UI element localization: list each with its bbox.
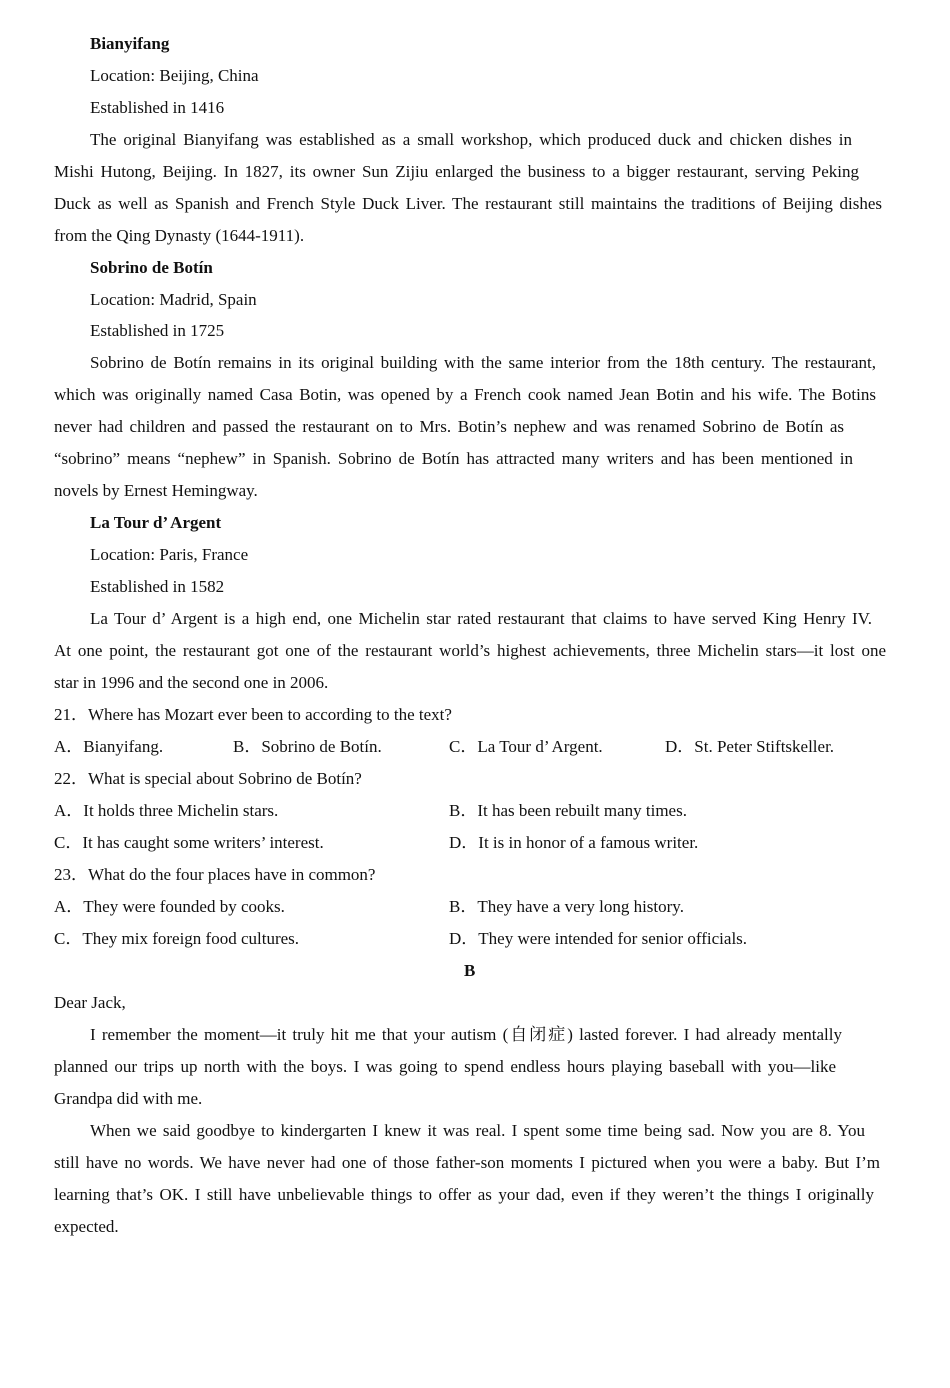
section-established: Established in 1582: [90, 577, 225, 596]
paragraph-line: Duck as well as Spanish and French Style Duck Liver. The restaurant still maintains the traditions of Beijing dishes: [54, 194, 882, 213]
paragraph-line: The original Bianyifang was established as a small workshop, which produced duck and chicken dishes in: [90, 130, 852, 149]
answer-option-a[interactable]: A．It holds three Michelin stars.: [54, 801, 279, 820]
question-stem: 23．What do the four places have in common?: [54, 865, 376, 884]
section-established: Established in 1416: [90, 98, 225, 117]
answer-option-d[interactable]: D．St. Peter Stiftskeller.: [665, 737, 835, 756]
answer-option-b[interactable]: B．It has been rebuilt many times.: [449, 801, 687, 820]
answer-option-b[interactable]: B．Sobrino de Botín.: [233, 737, 382, 756]
paragraph-line: I remember the moment—it truly hit me that your autism (自闭症) lasted forever. I had already mentally: [90, 1025, 842, 1044]
question-stem: 22．What is special about Sobrino de Botín?: [54, 769, 362, 788]
section-heading-b: B: [464, 961, 476, 980]
paragraph-line: When we said goodbye to kindergarten I knew it was real. I spent some time being sad. Now you are 8. You: [90, 1121, 865, 1140]
section-location: Location: Paris, France: [90, 545, 249, 564]
paragraph-line: expected.: [54, 1217, 119, 1236]
paragraph-line: Mishi Hutong, Beijing. In 1827, its owner Sun Zijiu enlarged the business to a bigger restaurant, serving Peking: [54, 162, 859, 181]
answer-option-d[interactable]: D．They were intended for senior officials.: [449, 929, 748, 948]
paragraph-line: learning that’s OK. I still have unbelievable things to offer as your dad, even if they weren’t the things I originally: [54, 1185, 874, 1204]
section-established: Established in 1725: [90, 321, 225, 340]
paragraph-line: which was originally named Casa Botin, was opened by a French cook named Jean Botin and his wife. The Botins: [54, 385, 876, 404]
paragraph-line: “sobrino” means “nephew” in Spanish. Sobrino de Botín has attracted many writers and has been mentioned in: [54, 449, 853, 468]
paragraph-line: La Tour d’ Argent is a high end, one Michelin star rated restaurant that claims to have served King Henry IV.: [90, 609, 872, 628]
paragraph-line: still have no words. We have never had one of those father-son moments I pictured when you were a baby. But I’m: [54, 1153, 880, 1172]
answer-option-c[interactable]: C．They mix foreign food cultures.: [54, 929, 300, 948]
answer-option-a[interactable]: A．Bianyifang.: [54, 737, 164, 756]
section-title-bianyifang: Bianyifang: [90, 34, 170, 53]
answer-option-b[interactable]: B．They have a very long history.: [449, 897, 684, 916]
section-title-sobrino: Sobrino de Botín: [90, 258, 213, 277]
paragraph-line: planned our trips up north with the boys. I was going to spend endless hours playing baseball with you—like: [54, 1057, 836, 1076]
answer-option-a[interactable]: A．They were founded by cooks.: [54, 897, 285, 916]
paragraph-line: from the Qing Dynasty (1644-1911).: [54, 226, 305, 245]
paragraph-line: star in 1996 and the second one in 2006.: [54, 673, 329, 692]
question-stem: 21．Where has Mozart ever been to according to the text?: [54, 705, 452, 724]
paragraph-line: Sobrino de Botín remains in its original building with the same interior from the 18th century. The restaurant,: [90, 353, 876, 372]
letter-salutation: Dear Jack,: [54, 993, 126, 1012]
answer-option-c[interactable]: C．La Tour d’ Argent.: [449, 737, 603, 756]
paragraph-line: At one point, the restaurant got one of the restaurant world’s highest achievements, three Michelin stars—it lost one: [54, 641, 886, 660]
paragraph-line: Grandpa did with me.: [54, 1089, 203, 1108]
answer-option-c[interactable]: C．It has caught some writers’ interest.: [54, 833, 324, 852]
section-title-la-tour: La Tour d’ Argent: [90, 513, 222, 532]
answer-option-d[interactable]: D．It is in honor of a famous writer.: [449, 833, 699, 852]
section-location: Location: Beijing, China: [90, 66, 259, 85]
paragraph-line: never had children and passed the restaurant on to Mrs. Botin’s nephew and was renamed Sobrino de Botín as: [54, 417, 844, 436]
paragraph-line: novels by Ernest Hemingway.: [54, 481, 258, 500]
section-location: Location: Madrid, Spain: [90, 290, 257, 309]
